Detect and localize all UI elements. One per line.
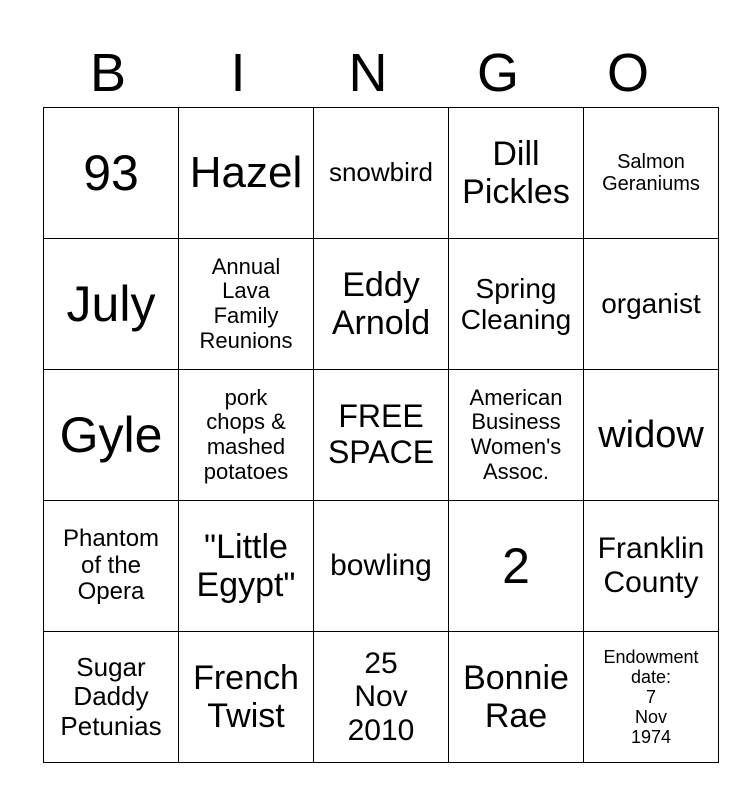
bingo-cell[interactable] xyxy=(44,501,179,632)
header-letter-i: I xyxy=(230,43,246,103)
cell-text: Sugar Daddy Petunias xyxy=(60,652,162,741)
cell-text: Hazel xyxy=(189,148,303,198)
cell-text: 93 xyxy=(83,145,139,201)
cell-text: FREE SPACE xyxy=(327,398,435,470)
cell-text: widow xyxy=(598,413,704,456)
board-row-3 xyxy=(44,370,719,501)
bingo-cell[interactable] xyxy=(44,370,179,501)
bingo-cell[interactable] xyxy=(584,370,719,501)
cell-text: snowbird xyxy=(328,157,434,188)
cell-text: Endowment date: 7 Nov 1974 xyxy=(603,646,699,748)
bingo-cell[interactable] xyxy=(179,108,314,239)
bingo-cell[interactable] xyxy=(179,632,314,763)
cell-text: bowling xyxy=(330,549,432,583)
cell-text: pork chops & mashed potatoes xyxy=(203,384,289,484)
bingo-cell[interactable] xyxy=(449,501,584,632)
bingo-cell[interactable] xyxy=(314,632,449,763)
cell-text: Annual Lava Family Reunions xyxy=(199,253,293,353)
free-space-cell[interactable] xyxy=(314,370,449,501)
bingo-cell[interactable] xyxy=(449,370,584,501)
cell-text: Eddy Arnold xyxy=(331,265,431,342)
bingo-board xyxy=(43,107,719,763)
bingo-cell[interactable] xyxy=(314,501,449,632)
cell-text: Bonnie Rae xyxy=(463,658,569,735)
header-letter-o: O xyxy=(606,43,649,103)
cell-text: Gyle xyxy=(59,407,163,463)
bingo-cell[interactable] xyxy=(584,108,719,239)
bingo-cell[interactable] xyxy=(449,632,584,763)
bingo-cell[interactable] xyxy=(314,108,449,239)
bingo-cell[interactable] xyxy=(584,632,719,763)
board-row-4 xyxy=(44,501,719,632)
bingo-cell[interactable] xyxy=(584,501,719,632)
bingo-cell[interactable] xyxy=(179,239,314,370)
bingo-cell[interactable] xyxy=(314,239,449,370)
board-row-5 xyxy=(44,632,719,763)
cell-text: Dill Pickles xyxy=(462,134,570,211)
bingo-cell[interactable] xyxy=(449,108,584,239)
bingo-cell[interactable] xyxy=(44,632,179,763)
bingo-cell[interactable] xyxy=(179,370,314,501)
cell-text: 2 xyxy=(502,538,530,594)
cell-text: July xyxy=(66,276,156,332)
cell-text: American Business Women's Assoc. xyxy=(469,384,563,484)
header-letter-n: N xyxy=(348,43,388,103)
cell-text: Spring Cleaning xyxy=(460,272,572,335)
header-letter-g: G xyxy=(476,43,519,103)
cell-text: Salmon Geraniums xyxy=(602,150,700,195)
cell-text: organist xyxy=(601,288,701,320)
cell-text: Phantom of the Opera xyxy=(62,524,160,606)
cell-text: French Twist xyxy=(193,658,299,735)
bingo-cell[interactable] xyxy=(584,239,719,370)
header-letter-b: B xyxy=(89,43,127,103)
bingo-header xyxy=(43,40,693,106)
bingo-cell[interactable] xyxy=(44,239,179,370)
cell-text: "Little Egypt" xyxy=(196,527,296,604)
cell-text: 25 Nov 2010 xyxy=(347,646,415,747)
bingo-cell[interactable] xyxy=(449,239,584,370)
cell-text: Franklin County xyxy=(597,532,705,599)
board-row-1 xyxy=(44,108,719,239)
bingo-cell[interactable] xyxy=(179,501,314,632)
bingo-cell[interactable] xyxy=(44,108,179,239)
board-row-2 xyxy=(44,239,719,370)
